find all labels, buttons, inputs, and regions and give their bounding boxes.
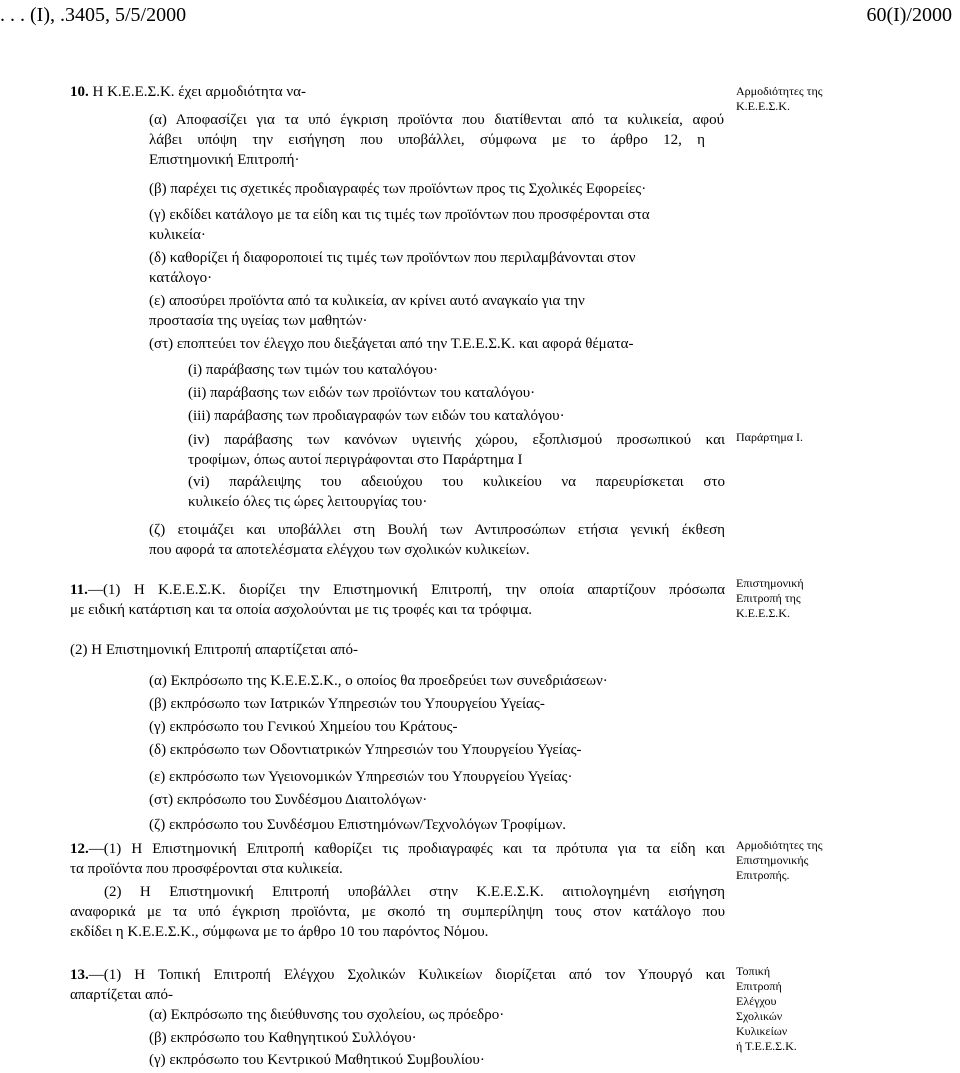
section-11-member-st: (στ) εκπρόσωπο του Συνδέσμου Διαιτολόγων· — [149, 792, 428, 808]
section-12-line1 — [70, 839, 725, 859]
section-10-item-b: (β) παρέχει τις σχετικές προδιαγραφές των προϊόντων προς τις Σχολικές Εφορείες· — [149, 181, 647, 197]
margin-note-annex — [736, 430, 803, 445]
margin-note-line: Επιστημονικής — [736, 853, 809, 867]
margin-note-line: Επιτροπή της — [736, 591, 801, 605]
section-10-intro: Η Κ.Ε.Ε.Σ.Κ. έχει αρμοδιότητα να- — [92, 84, 306, 100]
section-10-subitem-i: (i) παράβασης των τιμών του καταλόγου· — [188, 362, 438, 378]
section-11-member-e: (ε) εκπρόσωπο των Υγειονομικών Υπηρεσιών του Υπουργείου Υγείας· — [149, 769, 573, 785]
section-10-item-z-line1: (ζ) ετοιμάζει και υποβάλλει στη Βουλή των Αντιπροσώπων ετήσια γενική έκθεση — [149, 522, 725, 538]
section-12-number: 12. — [70, 841, 89, 857]
section-11-subsection-2: (2) Η Επιστημονική Επιτροπή απαρτίζεται από- — [70, 642, 358, 658]
section-10-item-a-line1: (α) Αποφασίζει για τα υπό έγκριση προϊόντα που διατίθενται από τα κυλικεία, αφού — [149, 112, 724, 128]
section-10-subitem-ii: (ii) παράβασης των ειδών των προϊόντων του καταλόγου· — [188, 385, 536, 401]
section-11-text: —(1) Η Κ.Ε.Ε.Σ.Κ. διορίζει την Επιστημονική Επιτροπή, την οποία απαρτίζουν πρόσωπα — [87, 582, 725, 598]
section-10-subitem-iii: (iii) παράβασης των προδιαγραφών των ειδών του καταλόγου· — [188, 408, 565, 424]
section-10-item-d-line2: κατάλογο· — [149, 270, 213, 286]
section-12-text: —(1) Η Επιστημονική Επιτροπή καθορίζει τις προδιαγραφές και τα πρότυπα για τα είδη και — [88, 841, 725, 857]
section-10-item-a-line2: λάβει υπόψη την εισήγηση που υποβάλλει, σύμφωνα με το άρθρο 12, η — [149, 132, 705, 148]
section-10-item-z-line2: που αφορά τα αποτελέσματα ελέγχου των σχολικών κυλικείων. — [149, 542, 530, 558]
margin-note-powers-kees — [736, 84, 823, 114]
section-12-subsection-2-line2: αναφορικά με τα υπό έγκριση προϊόντα, με σκοπό τη συμπερίληψη τους στον κατάλογο που — [70, 904, 725, 920]
section-11-member-b: (β) εκπρόσωπο των Ιατρικών Υπηρεσιών του Υπουργείου Υγείας- — [149, 696, 545, 712]
margin-note-line: ή Τ.Ε.Ε.Σ.Κ. — [736, 1039, 797, 1053]
section-13-member-c: (γ) εκπρόσωπο του Κεντρικού Μαθητικού Συμβουλίου· — [149, 1052, 485, 1068]
section-10-heading — [70, 82, 306, 102]
section-11-member-z: (ζ) εκπρόσωπο του Συνδέσμου Επιστημόνων/Τεχνολόγων Τροφίμων. — [149, 817, 567, 833]
section-12-line2: τα προϊόντα που προσφέρονται στα κυλικεία. — [70, 861, 343, 877]
margin-note-scientific-committee — [736, 576, 804, 621]
margin-note-line: Ελέγχου — [736, 994, 777, 1008]
section-10-subitem-iv-line1: (iv) παράβασης των κανόνων υγιεινής χώρου, εξοπλισμού προσωπικού και — [188, 432, 725, 448]
margin-note-line: Επιτροπή — [736, 979, 782, 993]
margin-note-line: Επιστημονική — [736, 576, 804, 590]
section-10-item-c-line2: κυλικεία· — [149, 227, 206, 243]
page-header-left: . . . (Ι), .3405, 5/5/2000 — [0, 4, 187, 26]
section-11-line2: με ειδική κατάρτιση και τα οποία ασχολούνται με τις τροφές και τα τρόφιμα. — [70, 602, 533, 618]
section-13-member-b: (β) εκπρόσωπο του Καθηγητικού Συλλόγου· — [149, 1030, 417, 1046]
section-10-item-st: (στ) εποπτεύει τον έλεγχο που διεξάγεται από την Τ.Ε.Ε.Σ.Κ. και αφορά θέματα- — [149, 336, 634, 352]
margin-note-line: Κ.Ε.Ε.Σ.Κ. — [736, 606, 790, 620]
section-10-item-e-line1: (ε) αποσύρει προϊόντα από τα κυλικεία, αν κρίνει αυτό αναγκαίο για την — [149, 293, 585, 309]
section-10-item-d-line1: (δ) καθορίζει ή διαφοροποιεί τις τιμές των προϊόντων που περιλαμβάνονται στον — [149, 250, 636, 266]
section-10-item-a-line3: Επιστημονική Επιτροπή· — [149, 152, 300, 168]
margin-note-powers-scientific-committee — [736, 838, 823, 883]
section-10-item-e-line2: προστασία της υγείας των μαθητών· — [149, 313, 368, 329]
margin-note-line: Αρμοδιότητες της — [736, 84, 823, 98]
section-13-line1 — [70, 965, 725, 985]
margin-note-line: Επιτροπής. — [736, 868, 790, 882]
margin-note-line: Κυλικείων — [736, 1024, 788, 1038]
section-11-line1 — [70, 580, 725, 600]
margin-note-line: Κ.Ε.Ε.Σ.Κ. — [736, 99, 790, 113]
section-12-subsection-2-line3: εκδίδει η Κ.Ε.Ε.Σ.Κ., σύμφωνα με το άρθρο 10 του παρόντος Νόμου. — [70, 924, 489, 940]
margin-note-line: Σχολικών — [736, 1009, 783, 1023]
section-13-line2: απαρτίζεται από- — [70, 987, 173, 1003]
section-11-member-d: (δ) εκπρόσωπο των Οδοντιατρικών Υπηρεσιών του Υπουργείου Υγείας- — [149, 742, 582, 758]
margin-note-line: Αρμοδιότητες της — [736, 838, 823, 852]
section-13-text: —(1) Η Τοπική Επιτροπή Ελέγχου Σχολικών Κυλικείων διορίζεται από τον Υπουργό και — [88, 967, 725, 983]
section-13-member-a: (α) Εκπρόσωπο της διεύθυνσης του σχολείου, ως πρόεδρο· — [149, 1007, 505, 1023]
margin-note-line: Τοπική — [736, 964, 771, 978]
section-12-subsection-2-line1: (2) Η Επιστημονική Επιτροπή υποβάλλει στην Κ.Ε.Ε.Σ.Κ. αιτιολογημένη εισήγηση — [104, 884, 725, 900]
section-10-subitem-vi-line2: κυλικείο όλες τις ώρες λειτουργίας του· — [188, 494, 428, 510]
section-13-number: 13. — [70, 967, 89, 983]
section-10-item-c-line1: (γ) εκδίδει κατάλογο με τα είδη και τις τιμές των προϊόντων που προσφέρονται στα — [149, 207, 650, 223]
section-11-member-a: (α) Εκπρόσωπο της Κ.Ε.Ε.Σ.Κ., ο οποίος θα προεδρεύει των συνεδριάσεων· — [149, 673, 608, 689]
section-11-number: 11. — [70, 582, 88, 598]
margin-note-local-committee — [736, 964, 797, 1054]
section-10-number: 10. — [70, 84, 89, 100]
section-10-subitem-vi-line1: (vi) παράλειψης του αδειούχου του κυλικείου να παρευρίσκεται στο — [188, 474, 725, 490]
section-10-subitem-iv-line2: τροφίμων, όπως αυτοί περιγράφονται στο Παράρτημα Ι — [188, 452, 523, 468]
page-header-right: 60(Ι)/2000 — [866, 4, 952, 26]
section-11-member-c: (γ) εκπρόσωπο του Γενικού Χημείου του Κράτους- — [149, 719, 458, 735]
margin-note-line: Παράρτημα Ι. — [736, 430, 804, 444]
